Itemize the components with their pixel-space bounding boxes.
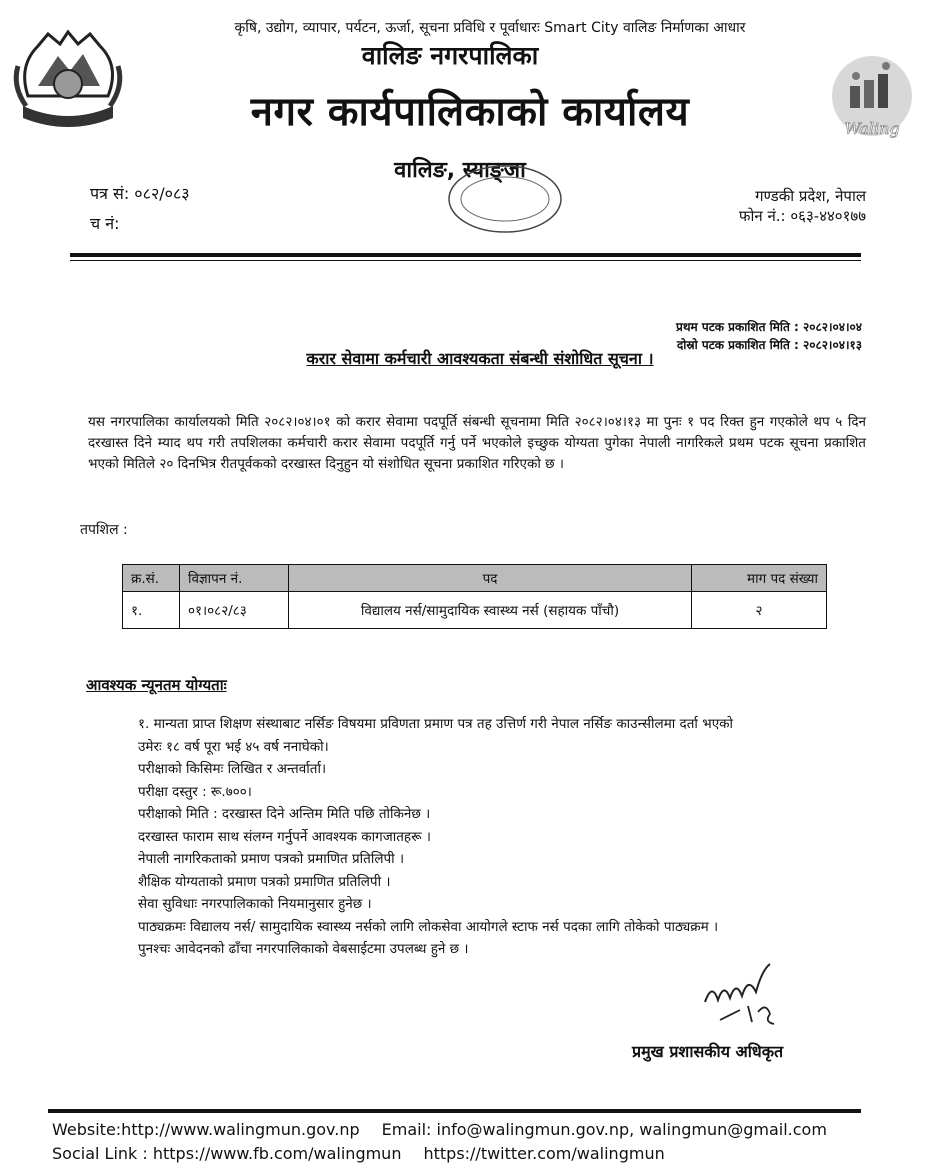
notice-body: यस नगरपालिका कार्यालयको मिति २०८२।०४।०१ को करार सेवामा पदपूर्ति संबन्धी सूचनामा मिति २०८२।०४।१३ मा पुनः १ पद रिक्त हुन गएकोले थप ५ दिन दरखास्त दिने म्याद थप गरी तपशिलका कर्मचारी करार सेवामा पदपूर्ति गर्नु पर्ने भएकोले इच्छुक योग्यता पुगेका नेपाली नागरिकले प्रथम पटक सूचना प्रकाशित भएको मितिले २० दिनभित्र रीतपूर्वकको दरखास्त दिनुहुन यो संशोधित सूचना प्रकाशित गरिएको छ । — [88, 414, 866, 472]
office-title: नगर कार्यपालिकाको कार्यालय — [250, 89, 690, 135]
municipality-name: वालिङ नगरपालिका — [361, 41, 539, 70]
province: गण्डकी प्रदेश, नेपाल — [755, 187, 866, 205]
phone-number: फोन नं.: ०६३-४४०१७७ — [738, 207, 866, 225]
place-name: वालिङ, स्याङ्जा — [394, 158, 526, 183]
col-serial: क्र.सं. — [123, 565, 180, 592]
list-item: शैक्षिक योग्यताको प्रमाण पत्रको प्रमाणित प्रतिलिपी । — [138, 873, 391, 890]
col-ad-number: विज्ञापन नं. — [180, 565, 289, 592]
dispatch-number: च नं: — [90, 214, 120, 233]
notice-title: करार सेवामा कर्मचारी आवश्यकता संबन्धी संशोधित सूचना । — [306, 349, 654, 368]
requirements-list — [138, 713, 868, 961]
list-item: सेवा सुविधाः नगरपालिकाको नियमानुसार हुनेछ । — [138, 896, 372, 912]
footer-line-2 — [52, 1144, 872, 1163]
footer-website[interactable]: Website:http://www.walingmun.gov.np — [52, 1120, 360, 1139]
waling-logo — [830, 52, 914, 148]
tapasil-label: तपशिल : — [80, 522, 128, 538]
footer-email[interactable]: Email: info@walingmun.gov.np, walingmun@gmail.com — [381, 1120, 827, 1139]
list-item: उमेरः १८ वर्ष पूरा भई ४५ वर्ष ननाघेको। — [138, 738, 329, 755]
list-item: १. मान्यता प्राप्त शिक्षण संस्थाबाट नर्सिङ विषयमा प्रविणता प्रमाण पत्र तह उत्तिर्ण गरी नेपाल नर्सिङ काउन्सीलमा दर्ता भएको — [138, 716, 734, 732]
office-stamp-icon — [445, 162, 565, 237]
logo-text: Waling — [844, 119, 900, 138]
list-item: नेपाली नागरिकताको प्रमाण पत्रको प्रमाणित प्रतिलिपी । — [138, 851, 405, 867]
col-post: पद — [289, 565, 692, 592]
tagline: कृषि, उद्योग, व्यापार, पर्यटन, ऊर्जा, सूचना प्रविधि र पूर्वाधारः Smart City वालिङ निर्माणका आधार — [234, 20, 746, 36]
waling-logo-icon — [830, 52, 914, 148]
header-divider — [70, 253, 861, 257]
signer-title: प्रमुख प्रशासकीय अधिकृत — [632, 1042, 784, 1061]
footer-twitter[interactable]: https://twitter.com/walingmun — [423, 1144, 665, 1163]
list-item: दरखास्त फाराम साथ संलग्न गर्नुपर्ने आवश्यक कागजातहरू । — [138, 828, 431, 845]
col-demand-count: माग पद संख्या — [692, 565, 827, 592]
header-divider-thin — [70, 260, 861, 261]
vacancy-table — [122, 564, 827, 629]
list-item: परीक्षा दस्तुर : रू.७००। — [138, 783, 252, 800]
table-row — [123, 592, 827, 629]
cell-serial: १. — [123, 592, 180, 629]
cell-demand-count: २ — [692, 592, 827, 629]
list-item: पुनश्चः आवेदनको ढाँचा नगरपालिकाको वेबसाईटमा उपलब्ध हुने छ । — [138, 941, 469, 957]
second-publish-date: दोस्रो पटक प्रकाशित मिति : २०८२।०४।१३ — [676, 338, 862, 352]
nepal-emblem-icon — [8, 26, 128, 136]
footer-divider — [48, 1109, 861, 1113]
footer-facebook[interactable]: Social Link : https://www.fb.com/walingmun — [52, 1144, 402, 1163]
signature-icon — [700, 962, 800, 1032]
list-item: पाठ्यक्रमः विद्यालय नर्स/ सामुदायिक स्वास्थ्य नर्सको लागि लोकसेवा आयोगले स्टाफ नर्स पदका लागि तोकेको पाठ्यक्रम । — [138, 918, 719, 935]
requirements-title: आवश्यक न्यूनतम योग्यताः — [86, 676, 227, 694]
letter-number: पत्र सं: ०८२/०८३ — [90, 184, 190, 203]
list-item: परीक्षाको किसिमः लिखित र अन्तर्वार्ता। — [138, 761, 327, 777]
cell-ad-number: ०१।०८२/८३ — [180, 592, 289, 629]
table-header-row — [123, 565, 827, 592]
first-publish-date: प्रथम पटक प्रकाशित मिति : २०८२।०४।०४ — [676, 320, 862, 334]
list-item: परीक्षाको मिति : दरखास्त दिने अन्तिम मिति पछि तोकिनेछ । — [138, 806, 431, 822]
cell-post: विद्यालय नर्स/सामुदायिक स्वास्थ्य नर्स (सहायक पाँचौ) — [289, 592, 692, 629]
footer-line-1 — [52, 1120, 872, 1139]
